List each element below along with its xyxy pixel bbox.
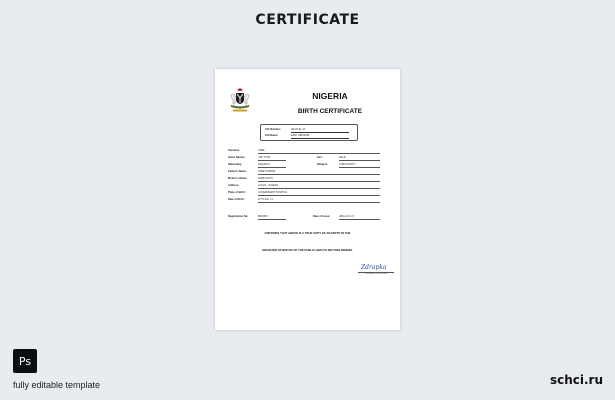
- mothers-name-field: [228, 177, 380, 182]
- fathers-name-field: [228, 170, 380, 175]
- given-names-value: UTE TYOR: [258, 156, 286, 161]
- date-of-birth-value: 11TH JUN, 11: [258, 198, 380, 203]
- given-names-label: Given Names:: [228, 156, 246, 159]
- signature-caption: GENERAL REGISTRAR: [365, 273, 387, 275]
- address-label: Address:: [228, 184, 240, 187]
- religion-field: [317, 163, 380, 168]
- mothers-name-value: ADEB SMITH: [258, 177, 380, 182]
- nationality-value: NIGERIAN: [258, 163, 286, 168]
- registration-number-value: BIR/3867: [258, 215, 286, 220]
- full-name-row: [265, 134, 353, 139]
- full-name-label: Full Name:: [265, 134, 279, 137]
- place-of-birth-label: Place of Birth:: [228, 191, 246, 194]
- date-of-issue-value: ABLE 23-3-17: [339, 215, 380, 220]
- sex-label: Sex:: [317, 156, 323, 159]
- nationality-field: [228, 163, 286, 168]
- surname-field: [228, 149, 380, 154]
- religion-label: Religion:: [317, 163, 329, 166]
- given-names-field: [228, 156, 286, 161]
- site-watermark: schci.ru: [549, 373, 603, 387]
- address-field: [228, 184, 380, 189]
- nationality-label: Nationality:: [228, 163, 243, 166]
- template-caption: fully editable template: [13, 380, 101, 390]
- page-title: CERTIFICATE: [255, 12, 360, 28]
- address-value: LAGOS - NIGERIA: [258, 184, 380, 189]
- registrar-signature: Zdrapka: [361, 264, 387, 271]
- document-type: BIRTH CERTIFICATE: [297, 108, 363, 115]
- date-of-issue-label: Date of Issue:: [313, 215, 331, 218]
- fathers-name-value: USBE SOSBOR: [258, 170, 380, 175]
- country-name: NIGERIA: [312, 91, 348, 101]
- registration-number-field: [228, 215, 286, 220]
- reference-box: [260, 124, 358, 141]
- cic-number-row: [265, 128, 353, 133]
- registrar-statement: REGISTER OF BIRTHS OF THE PUBLIC HEALTH SECTION NIGERIA: [262, 248, 353, 252]
- sex-value: MALE: [339, 156, 380, 161]
- surname-label: Surname:: [228, 149, 240, 152]
- date-of-birth-label: Date of Birth:: [228, 198, 245, 201]
- cic-number-label: CIC Number:: [265, 128, 281, 131]
- photoshop-icon: Ps: [13, 349, 37, 373]
- full-name-value: ESM. UBOSOR: [291, 134, 349, 139]
- place-of-birth-value: GOVERNMENT HOSPITAL: [258, 191, 380, 196]
- religion-value: CHRISTIANITY: [339, 163, 380, 168]
- certified-statement: CERTIFIED THAT ABOVE IS A TRUE COPY OF AN ENTRY IN THE: [264, 231, 351, 235]
- cic-number-value: IW-23-31-17: [291, 128, 349, 133]
- coat-of-arms-icon: [228, 87, 252, 113]
- mothers-name-label: Mother's Name:: [228, 177, 248, 180]
- date-of-issue-field: [313, 215, 380, 220]
- fathers-name-label: Father's Name:: [228, 170, 247, 173]
- birth-certificate-document: [215, 69, 400, 330]
- place-of-birth-field: [228, 191, 380, 196]
- sex-field: [317, 156, 380, 161]
- surname-value: USBE: [258, 149, 380, 154]
- registration-number-label: Registration No:: [228, 215, 249, 218]
- date-of-birth-field: [228, 198, 380, 203]
